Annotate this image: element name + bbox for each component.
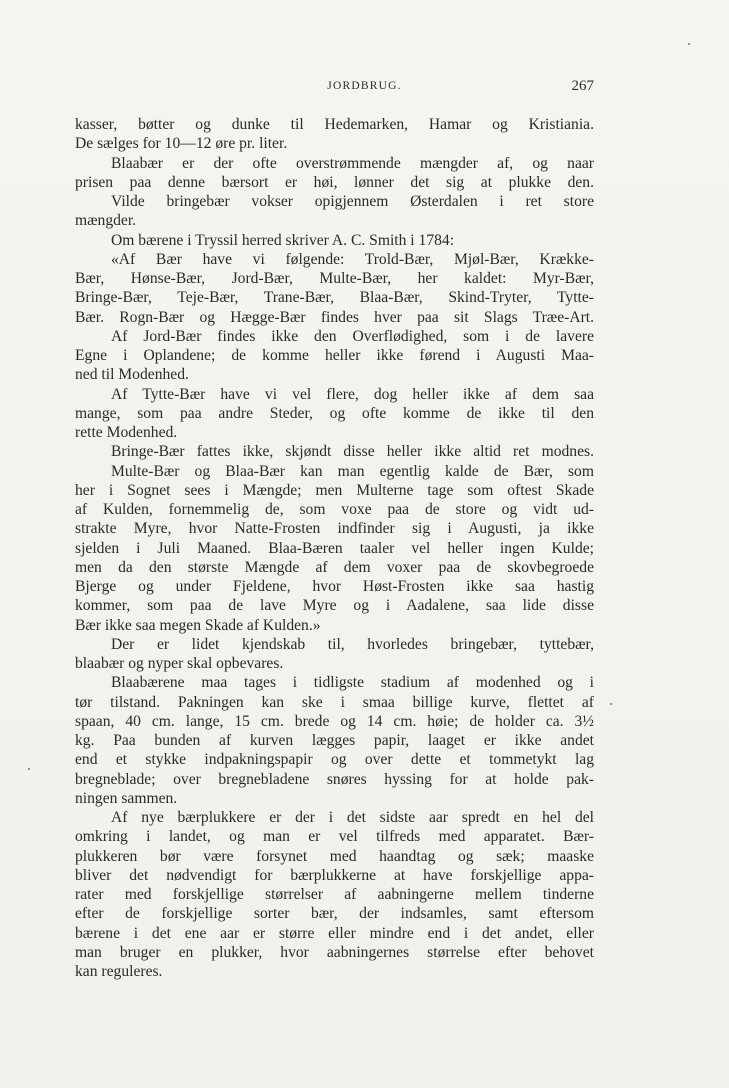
text-line: mange, som paa andre Steder, og ofte komme de ikke til den [75, 404, 594, 422]
text-line: rater med forskjellige størrelser af aabningerne mellem tinderne [75, 886, 594, 903]
text-line: Om bærene i Tryssil herred skriver A. C. Smith i 1784: [111, 231, 455, 249]
text-line: man bruger en plukker, hvor aabningernes størrelse efter behovet [75, 943, 594, 961]
text-line: Af Jord-Bær findes ikke den Overflødighed, som i de lavere [111, 327, 594, 345]
text-line: «Af Bær have vi følgende: Trold-Bær, Mjøl-Bær, Krække- [111, 250, 594, 268]
text-line: Egne i Oplandene; de komme heller ikke førend i Augusti Maa- [75, 347, 594, 364]
text-line: Af Tytte-Bær have vi vel flere, dog heller ikke af dem saa [111, 385, 594, 403]
text-line: sjelden i Juli Maaned. Blaa-Bæren taaler vel heller ingen Kulde; [75, 539, 594, 557]
paper-speck [610, 703, 612, 705]
paper-speck [28, 768, 30, 770]
paper-speck [688, 43, 690, 45]
body-text [75, 115, 594, 981]
text-line: rette Modenhed. [75, 424, 178, 441]
text-line: Vilde bringebær vokser opigjennem Østerdalen i ret store [111, 193, 594, 210]
running-title: JORDBRUG. [327, 80, 402, 92]
text-line: Bær ikke saa megen Skade af Kulden.» [75, 616, 321, 634]
text-line: blaabær og nyper skal opbevares. [75, 655, 284, 672]
text-line: her i Sognet sees i Mængde; men Multerne tage som oftest Skade [75, 481, 594, 499]
text-line: Blaabær er der ofte overstrømmende mængder af, og naar [111, 154, 594, 172]
text-line: prisen paa denne bærsort er høi, lønner det sig at plukke den. [75, 173, 594, 191]
text-line: bærene i det ene aar er større eller mindre end i det andet, eller [75, 924, 594, 942]
text-line: kg. Paa bunden af kurven lægges papir, laaget er ikke andet [75, 732, 594, 749]
text-line: De sælges for 10—12 øre pr. liter. [75, 135, 288, 153]
text-line: Bringe-Bær fattes ikke, skjøndt disse heller ikke altid ret modnes. [111, 443, 594, 461]
text-line: spaan, 40 cm. lange, 15 cm. brede og 14 cm. høie; de holder ca. 3½ [75, 712, 594, 730]
text-line: Der er lidet kjendskab til, hvorledes bringebær, tyttebær, [111, 635, 594, 653]
text-line: strakte Myre, hvor Natte-Frosten indfinder sig i Augusti, ja ikke [75, 520, 594, 538]
text-line: Multe-Bær og Blaa-Bær kan man egentlig kalde de Bær, som [111, 462, 594, 480]
text-line: ned til Modenhed. [75, 366, 189, 384]
text-line: Bær. Rogn-Bær og Hægge-Bær findes hver paa sit Slags Træe-Art. [75, 308, 594, 326]
text-line: omkring i landet, og man er vel tilfreds med apparatet. Bær- [75, 828, 594, 846]
text-line: plukkeren bør være forsynet med haandtag og sæk; maaske [75, 847, 594, 865]
page-number: 267 [571, 78, 594, 94]
text-line: bliver det nødvendigt for bærplukkerne at have forskjellige appa- [75, 866, 594, 884]
text-line: mængder. [75, 212, 137, 230]
text-line: ningen sammen. [75, 789, 178, 807]
text-line: Bær, Hønse-Bær, Jord-Bær, Multe-Bær, her kaldet: Myr-Bær, [75, 270, 594, 287]
text-line: kasser, bøtter og dunke til Hedemarken, Hamar og Kristiania. [75, 116, 594, 133]
text-line: Bjerge og under Fjeldene, hvor Høst-Frosten ikke saa hastig [75, 578, 594, 595]
text-line: bregneblade; over bregnebladene snøres hyssing for at holde pak- [75, 770, 594, 788]
text-line: Af nye bærplukkere er der i det sidste aar spredt en hel del [111, 809, 594, 826]
text-line: efter de forskjellige sorter bær, der indsamles, samt eftersom [75, 905, 594, 923]
text-line: kan reguleres. [75, 963, 163, 980]
text-line: end et stykke indpakningspapir og over dette et tommetykt lag [75, 751, 594, 769]
page-header [0, 78, 729, 98]
text-line: af Kulden, fornemmelig de, som voxe paa de store og vidt ud- [75, 501, 594, 518]
text-line: men da den største Mængde af dem voxer paa de skovbegroede [75, 558, 594, 576]
text-line: Bringe-Bær, Teje-Bær, Trane-Bær, Blaa-Bær, Skind-Tryter, Tytte- [75, 289, 594, 307]
text-line: kommer, som paa de lave Myre og i Aadalene, saa lide disse [75, 597, 594, 615]
text-line: Blaabærene maa tages i tidligste stadium af modenhed og i [111, 674, 594, 692]
text-line: tør tilstand. Pakningen kan ske i smaa billige kurve, flettet af [75, 693, 594, 711]
